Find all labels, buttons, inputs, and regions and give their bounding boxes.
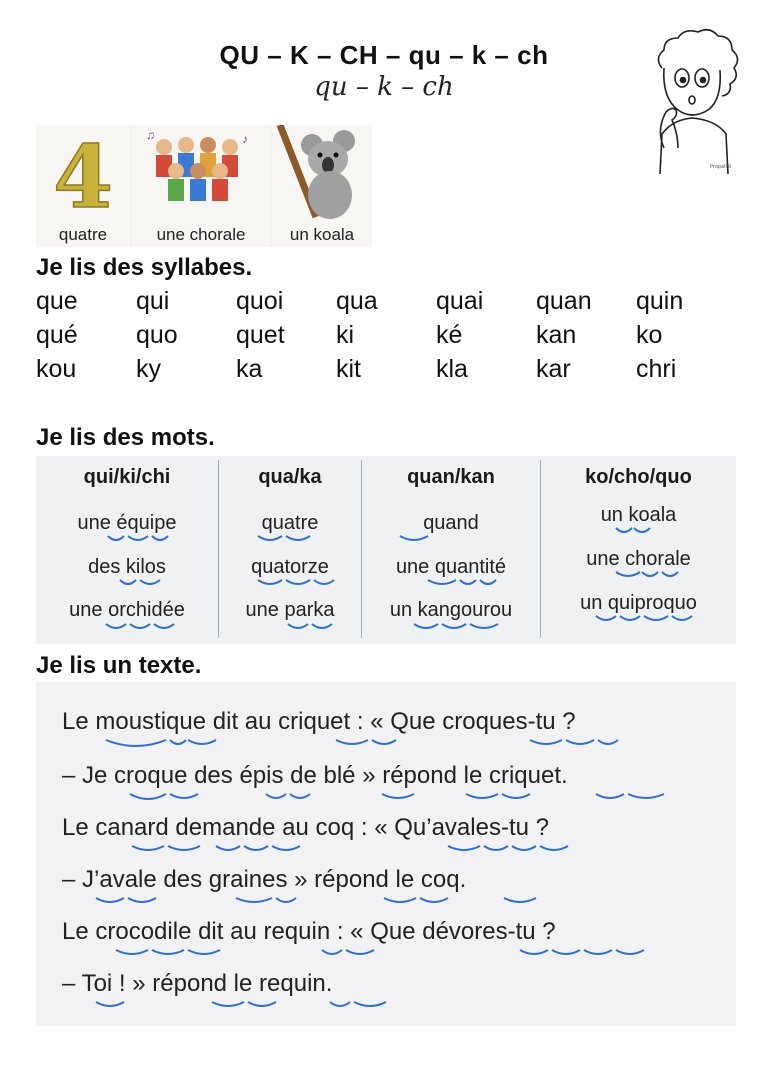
syllable: kla xyxy=(436,355,468,383)
syllable: quet xyxy=(236,321,285,349)
words-heading: Je lis des mots. xyxy=(36,424,215,451)
syllables-grid xyxy=(36,287,736,389)
syllable-row xyxy=(36,355,736,389)
number-four-icon xyxy=(36,125,130,225)
text-syllable-arcs xyxy=(36,682,736,1026)
chorale-card xyxy=(132,125,270,247)
koala-icon xyxy=(272,125,372,225)
syllable: qué xyxy=(36,321,78,349)
syllable: qua xyxy=(336,287,378,315)
cursive-subtitle: qu – k – ch xyxy=(314,72,454,102)
syllable: kou xyxy=(36,355,77,383)
syllable-arcs xyxy=(36,456,736,644)
word: une chorale xyxy=(586,548,691,570)
syllable: chri xyxy=(636,355,677,383)
column-header: quan/kan xyxy=(407,466,495,488)
syllable: ké xyxy=(436,321,463,349)
text-line: Le crocodile dit au requin : « Que dévores-tu ? xyxy=(62,918,556,945)
svg-text:♫: ♫ xyxy=(146,128,155,142)
word: une orchidée xyxy=(69,599,185,621)
quatre-card xyxy=(36,125,130,247)
word: quatre xyxy=(261,512,319,534)
svg-text:Propalilli: Propalilli xyxy=(710,164,732,170)
choir-icon xyxy=(132,125,270,225)
page-title: QU – K – CH – qu – k – ch xyxy=(219,40,549,70)
syllable: ka xyxy=(236,355,263,383)
word: un kangourou xyxy=(389,599,513,621)
syllable-row xyxy=(36,287,736,321)
syllable: kit xyxy=(336,355,361,383)
syllable: quan xyxy=(536,287,592,315)
reading-text-box xyxy=(36,682,736,1026)
syllable: ko xyxy=(636,321,663,349)
syllable: qui xyxy=(136,287,170,315)
image-caption: un koala xyxy=(289,225,355,244)
syllable: que xyxy=(36,287,78,315)
syllables-heading: Je lis des syllabes. xyxy=(36,254,253,281)
syllable: quai xyxy=(436,287,484,315)
word: quatorze xyxy=(251,556,329,578)
text-line: – Toi ! » répond le requin. xyxy=(62,970,333,997)
word: quand xyxy=(423,512,479,534)
syllable: ky xyxy=(136,355,161,383)
word: un koala xyxy=(600,504,677,526)
text-line: – Je croque des épis de blé » répond le criquet. xyxy=(62,762,568,789)
word: un quiproquo xyxy=(580,592,697,614)
column-header: qua/ka xyxy=(258,466,322,488)
word: des kilos xyxy=(88,556,166,578)
syllable: quo xyxy=(136,321,178,349)
svg-text:♪: ♪ xyxy=(242,132,248,146)
syllable: quin xyxy=(636,287,684,315)
image-caption: une chorale xyxy=(156,225,246,244)
illustration-strip xyxy=(36,125,372,247)
thinking-child-icon xyxy=(640,28,752,174)
column-header: ko/cho/quo xyxy=(585,466,692,488)
word: une quantité xyxy=(395,556,507,578)
image-caption: quatre xyxy=(58,225,108,244)
text-line: Le moustique dit au criquet : « Que croques-tu ? xyxy=(62,708,576,735)
syllable-row xyxy=(36,321,736,355)
text-heading: Je lis un texte. xyxy=(36,652,202,679)
syllable: ki xyxy=(336,321,355,349)
text-line: – J’avale des graines » répond le coq. xyxy=(62,866,467,893)
text-line: Le canard demande au coq : « Qu’avales-tu ? xyxy=(62,814,549,841)
word: une équipe xyxy=(77,512,177,534)
word: une parka xyxy=(245,599,335,621)
syllable: kan xyxy=(536,321,577,349)
column-header: qui/ki/chi xyxy=(83,466,171,488)
syllable: quoi xyxy=(236,287,284,315)
svg-text:4: 4 xyxy=(53,127,113,225)
koala-card xyxy=(272,125,372,247)
words-table xyxy=(36,456,736,644)
syllable: kar xyxy=(536,355,571,383)
